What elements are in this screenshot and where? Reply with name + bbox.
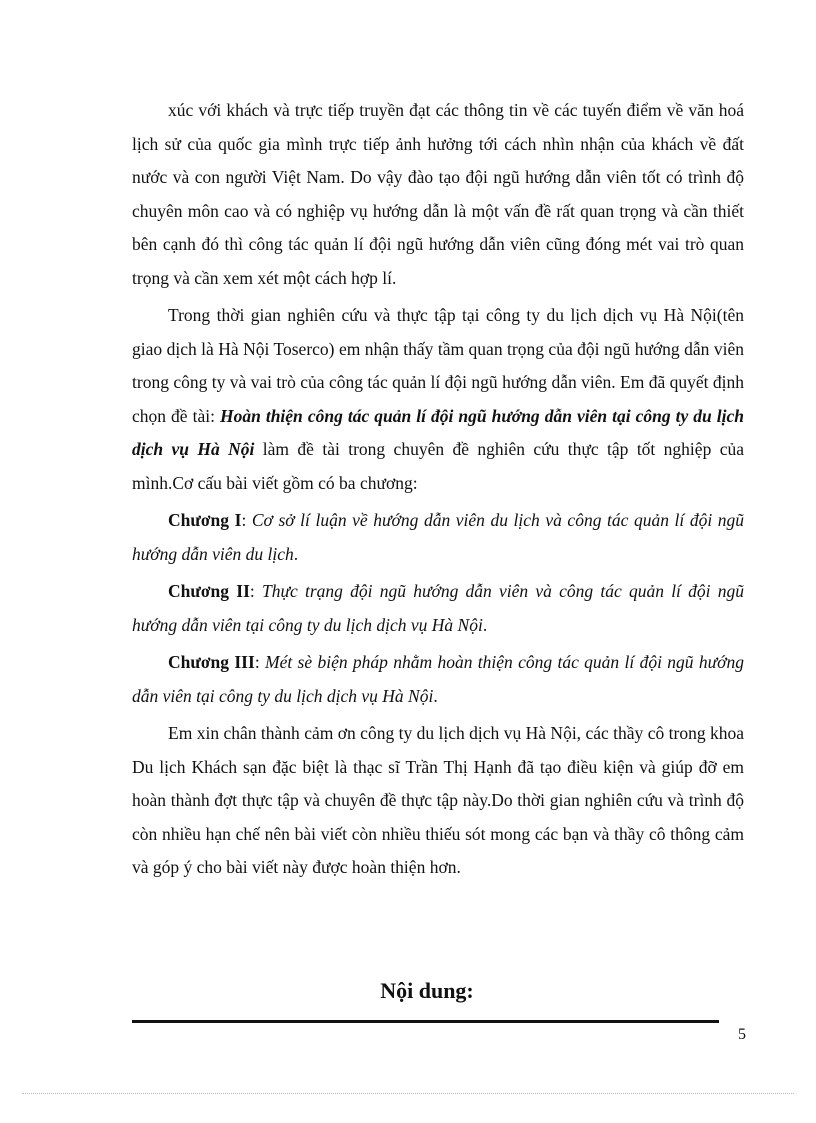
document-body bbox=[132, 94, 744, 885]
topic-paragraph bbox=[132, 299, 744, 500]
chapter-1-title: Cơ sở lí luận về hướng dẫn viên du lịch và công tác quản lí đội ngũ hướng dẫn viên du lịch bbox=[132, 510, 744, 564]
page-number: 5 bbox=[738, 1026, 746, 1043]
topic-before-text: Trong thời gian nghiên cứu và thực tập tại công ty du lịch dịch vụ Hà Nội(tên giao dịch là Hà Nội Toserco) em nhận thấy tầm quan trọng của đội ngũ hướng dẫn viên trong công ty và vai trò của công tác quản lí đội ngũ hướng dẫn viên. Em đã quyết định chọn đề tài: bbox=[132, 305, 744, 426]
chapter-3: Chương III: Mét sè biện pháp nhằm hoàn thiện công tác quản lí đội ngũ hướng dẫn viên tại công ty du lịch dịch vụ Hà Nội. bbox=[132, 652, 744, 706]
chapter-2-label: Chương II bbox=[168, 581, 250, 601]
chapter-1: Chương I: Cơ sở lí luận về hướng dẫn viên du lịch và công tác quản lí đội ngũ hướng dẫn viên du lịch. bbox=[132, 510, 744, 564]
page-edge-dotted-line bbox=[22, 1093, 794, 1094]
chapter-2: Chương II: Thực trạng đội ngũ hướng dẫn viên và công tác quản lí đội ngũ hướng dẫn viên tại công ty du lịch dịch vụ Hà Nội. bbox=[132, 581, 744, 635]
intro-paragraph: xúc với khách và trực tiếp truyền đạt các thông tin về các tuyến điểm về văn hoá lịch sử của quốc gia mình trực tiếp ảnh hưởng tới cách nhìn nhận của khách về đất nước và con người Việt Nam. Do vậy đào tạo đội ngũ hướng dẫn viên tốt có trình độ chuyên môn cao và có nghiệp vụ hướng dẫn là một vấn đề rất quan trọng và cần thiết bên cạnh đó thì công tác quản lí đội ngũ hướng dẫn viên cũng đóng mét vai trò quan trọng và cần xem xét một cách hợp lí. bbox=[132, 100, 744, 288]
topic-title: Hoàn thiện công tác quản lí đội ngũ hướng dẫn viên tại công ty du lịch dịch vụ Hà Nội bbox=[132, 405, 745, 459]
footer-rule bbox=[132, 1020, 719, 1023]
chapter-3-label: Chương III bbox=[168, 652, 255, 672]
chapter-2-title: Thực trạng đội ngũ hướng dẫn viên và công tác quản lí đội ngũ hướng dẫn viên tại công ty du lịch dịch vụ Hà Nội bbox=[132, 581, 744, 635]
chapter-3-title: Mét sè biện pháp nhằm hoàn thiện công tác quản lí đội ngũ hướng dẫn viên tại công ty du lịch dịch vụ Hà Nội bbox=[132, 652, 744, 706]
section-heading: Nội dung: bbox=[380, 978, 474, 1003]
topic-after-text: làm đề tài trong chuyên đề nghiên cứu thực tập tốt nghiệp của mình.Cơ cấu bài viết gồm có ba chương: bbox=[132, 439, 744, 493]
chapter-1-label: Chương I bbox=[168, 510, 242, 530]
thanks-paragraph: Em xin chân thành cảm ơn công ty du lịch dịch vụ Hà Nội, các thầy cô trong khoa Du lịch Khách sạn đặc biệt là thạc sĩ Trần Thị Hạnh đã tạo điều kiện và giúp đỡ em hoàn thành đợt thực tập và chuyên đề thực tập này.Do thời gian nghiên cứu và trình độ còn nhiều hạn chế nên bài viết còn nhiều thiếu sót mong các bạn và thầy cô thông cảm và góp ý cho bài viết này được hoàn thiện hơn. bbox=[132, 723, 744, 877]
